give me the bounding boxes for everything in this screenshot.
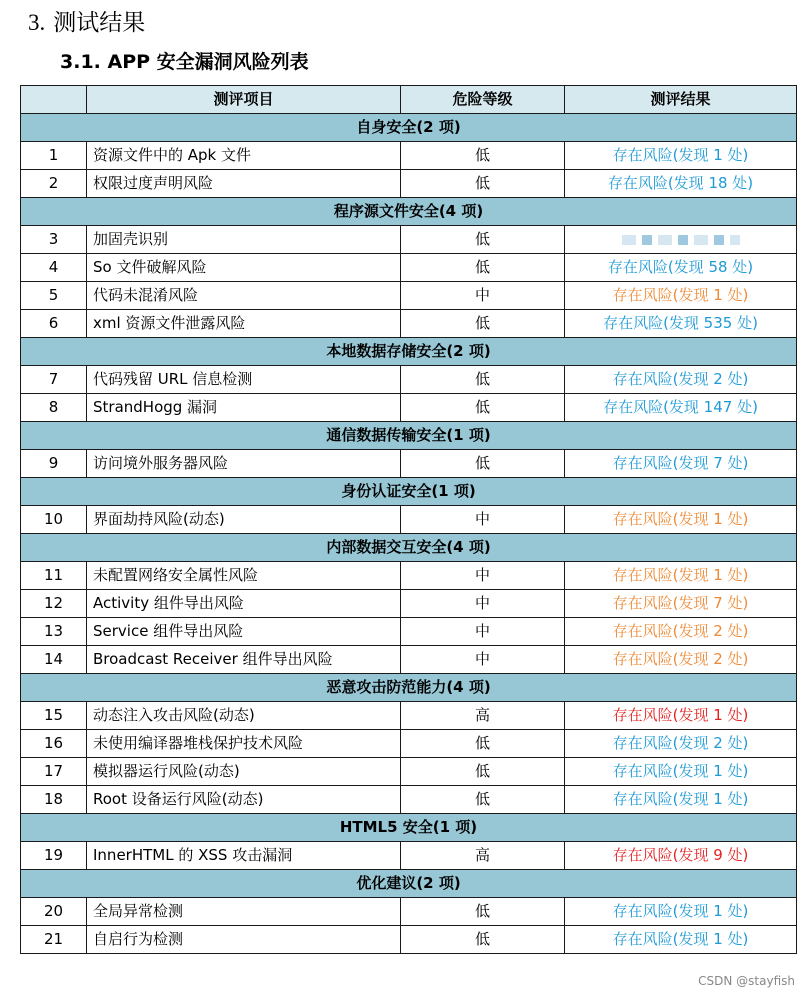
row-result: 存在风险(发现 1 处): [565, 142, 797, 170]
row-result: 存在风险(发现 1 处): [565, 702, 797, 730]
section-heading: [28, 8, 145, 38]
row-number: 21: [21, 926, 87, 954]
row-item: 未配置网络安全属性风险: [87, 562, 401, 590]
row-number: 3: [21, 226, 87, 254]
row-item: Activity 组件导出风险: [87, 590, 401, 618]
row-number: 1: [21, 142, 87, 170]
row-number: 2: [21, 170, 87, 198]
row-number: 18: [21, 786, 87, 814]
row-level: 低: [401, 142, 565, 170]
header-level: 危险等级: [401, 86, 565, 114]
row-number: 7: [21, 366, 87, 394]
row-number: 20: [21, 898, 87, 926]
row-number: 9: [21, 450, 87, 478]
row-result: 存在风险(发现 1 处): [565, 562, 797, 590]
row-level: 中: [401, 590, 565, 618]
table-row: [21, 926, 797, 954]
section-title: 自身安全(2 项): [21, 114, 797, 142]
row-number: 15: [21, 702, 87, 730]
row-result: 存在风险(发现 7 处): [565, 450, 797, 478]
header-item: 测评项目: [87, 86, 401, 114]
risk-table: [20, 85, 797, 954]
row-result: 存在风险(发现 18 处): [565, 170, 797, 198]
row-level: 中: [401, 562, 565, 590]
row-level: 中: [401, 646, 565, 674]
row-result: 存在风险(发现 147 处): [565, 394, 797, 422]
row-result: 存在风险(发现 9 处): [565, 842, 797, 870]
row-item: StrandHogg 漏洞: [87, 394, 401, 422]
table-row: [21, 702, 797, 730]
table-row: [21, 254, 797, 282]
row-level: 低: [401, 394, 565, 422]
section-title: 程序源文件安全(4 项): [21, 198, 797, 226]
row-result: 存在风险(发现 2 处): [565, 730, 797, 758]
row-level: 中: [401, 506, 565, 534]
section-title: 通信数据传输安全(1 项): [21, 422, 797, 450]
section-title: 内部数据交互安全(4 项): [21, 534, 797, 562]
row-level: 中: [401, 282, 565, 310]
subsection-title: 3.1. APP 安全漏洞风险列表: [60, 51, 309, 73]
section-title: 恶意攻击防范能力(4 项): [21, 674, 797, 702]
row-number: 13: [21, 618, 87, 646]
table-row: [21, 170, 797, 198]
watermark: CSDN @stayfish: [698, 974, 795, 988]
row-level: 低: [401, 898, 565, 926]
row-level: 中: [401, 618, 565, 646]
row-number: 4: [21, 254, 87, 282]
row-result: 存在风险(发现 1 处): [565, 758, 797, 786]
header-no: [21, 86, 87, 114]
section-row: [21, 422, 797, 450]
row-item: 加固壳识别: [87, 226, 401, 254]
table-row: [21, 226, 797, 254]
row-number: 16: [21, 730, 87, 758]
row-number: 12: [21, 590, 87, 618]
row-item: 界面劫持风险(动态): [87, 506, 401, 534]
section-title: 优化建议(2 项): [21, 870, 797, 898]
row-item: Broadcast Receiver 组件导出风险: [87, 646, 401, 674]
row-item: 访问境外服务器风险: [87, 450, 401, 478]
row-item: 未使用编译器堆栈保护技术风险: [87, 730, 401, 758]
row-result: 存在风险(发现 2 处): [565, 618, 797, 646]
table-row: [21, 646, 797, 674]
row-item: InnerHTML 的 XSS 攻击漏洞: [87, 842, 401, 870]
table-header-row: [21, 86, 797, 114]
row-level: 低: [401, 450, 565, 478]
row-item: 全局异常检测: [87, 898, 401, 926]
row-number: 14: [21, 646, 87, 674]
section-row: [21, 198, 797, 226]
section-row: [21, 338, 797, 366]
row-result: 存在风险(发现 2 处): [565, 366, 797, 394]
row-level: 低: [401, 310, 565, 338]
row-result: 存在风险(发现 535 处): [565, 310, 797, 338]
header-result: 测评结果: [565, 86, 797, 114]
section-row: [21, 814, 797, 842]
row-item: 模拟器运行风险(动态): [87, 758, 401, 786]
row-level: 低: [401, 758, 565, 786]
row-number: 8: [21, 394, 87, 422]
row-item: 代码未混淆风险: [87, 282, 401, 310]
table-row: [21, 366, 797, 394]
section-title: 测试结果: [53, 10, 146, 36]
section-row: [21, 114, 797, 142]
row-level: 低: [401, 170, 565, 198]
row-result: 存在风险(发现 1 处): [565, 282, 797, 310]
section-number: 3.: [28, 10, 46, 35]
section-title: HTML5 安全(1 项): [21, 814, 797, 842]
table-row: [21, 562, 797, 590]
row-item: 动态注入攻击风险(动态): [87, 702, 401, 730]
row-level: 高: [401, 842, 565, 870]
redacted-result: [622, 235, 740, 245]
row-item: xml 资源文件泄露风险: [87, 310, 401, 338]
row-level: 低: [401, 926, 565, 954]
row-number: 10: [21, 506, 87, 534]
row-result: [565, 226, 797, 254]
section-row: [21, 870, 797, 898]
section-row: [21, 534, 797, 562]
table-row: [21, 394, 797, 422]
row-result: 存在风险(发现 1 处): [565, 926, 797, 954]
section-title: 本地数据存储安全(2 项): [21, 338, 797, 366]
section-row: [21, 478, 797, 506]
row-item: Service 组件导出风险: [87, 618, 401, 646]
table-row: [21, 842, 797, 870]
row-result: 存在风险(发现 1 处): [565, 898, 797, 926]
table-row: [21, 730, 797, 758]
table-row: [21, 618, 797, 646]
row-item: So 文件破解风险: [87, 254, 401, 282]
row-level: 低: [401, 366, 565, 394]
row-result: 存在风险(发现 58 处): [565, 254, 797, 282]
row-number: 17: [21, 758, 87, 786]
row-result: 存在风险(发现 7 处): [565, 590, 797, 618]
row-result: 存在风险(发现 2 处): [565, 646, 797, 674]
row-number: 5: [21, 282, 87, 310]
row-level: 低: [401, 730, 565, 758]
table-row: [21, 758, 797, 786]
row-item: 权限过度声明风险: [87, 170, 401, 198]
row-result: 存在风险(发现 1 处): [565, 786, 797, 814]
row-level: 低: [401, 786, 565, 814]
row-number: 6: [21, 310, 87, 338]
row-number: 19: [21, 842, 87, 870]
table-body: [21, 114, 797, 954]
row-result: 存在风险(发现 1 处): [565, 506, 797, 534]
row-item: 资源文件中的 Apk 文件: [87, 142, 401, 170]
table-row: [21, 310, 797, 338]
row-item: Root 设备运行风险(动态): [87, 786, 401, 814]
row-level: 低: [401, 226, 565, 254]
table-row: [21, 786, 797, 814]
row-number: 11: [21, 562, 87, 590]
section-row: [21, 674, 797, 702]
table-row: [21, 590, 797, 618]
row-item: 代码残留 URL 信息检测: [87, 366, 401, 394]
section-title: 身份认证安全(1 项): [21, 478, 797, 506]
table-row: [21, 450, 797, 478]
table-row: [21, 898, 797, 926]
row-level: 高: [401, 702, 565, 730]
table-row: [21, 282, 797, 310]
row-level: 低: [401, 254, 565, 282]
table-row: [21, 506, 797, 534]
table-row: [21, 142, 797, 170]
row-item: 自启行为检测: [87, 926, 401, 954]
